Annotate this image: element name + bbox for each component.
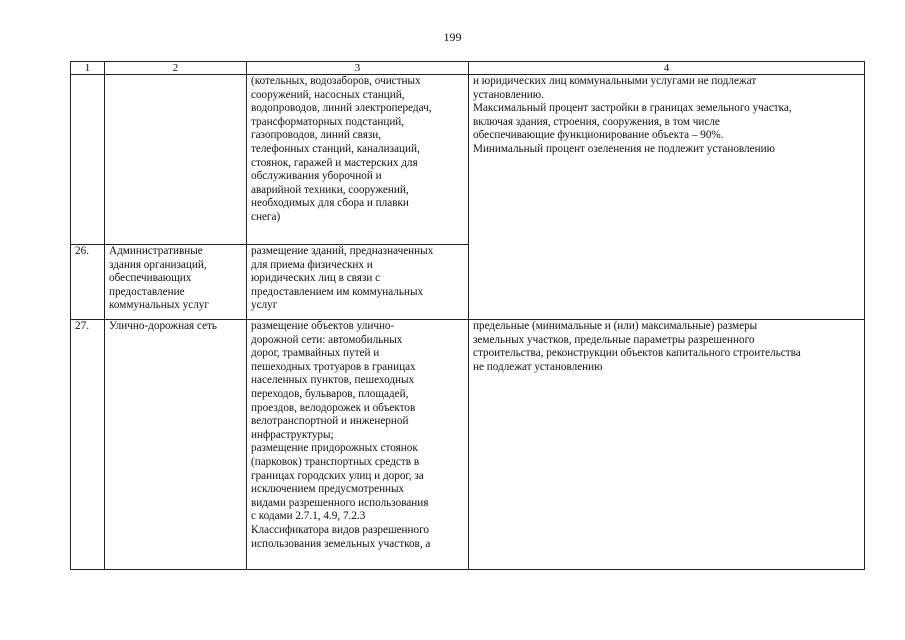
parameters-line: земельных участков, предельные параметры разрешенного xyxy=(473,333,755,346)
description-line: границах городских улиц и дорог, за xyxy=(251,469,424,482)
parameters-line: не подлежат установлению xyxy=(473,360,603,373)
use-name-line: Улично-дорожная сеть xyxy=(109,320,218,332)
description-cell xyxy=(247,245,469,320)
parameters-cell xyxy=(469,75,865,320)
page-number: 199 xyxy=(443,30,462,44)
table-row xyxy=(71,320,865,570)
description-line: стоянок, гаражей и мастерских для xyxy=(251,156,418,169)
description-line: телефонных станций, канализаций, xyxy=(251,142,420,155)
parameters-line: обеспечивающие функционирование объекта – 90%. xyxy=(473,129,724,142)
use-name-cell xyxy=(105,320,247,570)
use-name-line: предоставление xyxy=(109,285,185,298)
use-name-line: Административные xyxy=(109,245,203,257)
regulations-table xyxy=(70,61,865,570)
description-line: размещение объектов улично- xyxy=(251,320,395,332)
description-line: пешеходных тротуаров в границах xyxy=(251,360,416,373)
use-name-cell xyxy=(105,245,247,320)
parameters-line: включая здания, строения, сооружения, в том числе xyxy=(473,115,720,128)
description-line: сооружений, насосных станций, xyxy=(251,88,405,101)
description-cell xyxy=(247,75,469,245)
description-line: предоставлением им коммунальных xyxy=(251,285,424,298)
parameters-cell xyxy=(469,320,865,570)
table-row xyxy=(71,75,865,245)
description-line: использования земельных участков, а xyxy=(251,537,431,550)
description-line: проездов, велодорожек и объектов xyxy=(251,401,416,414)
description-line: водопроводов, линий электропередач, xyxy=(251,102,432,115)
header-cell: 3 xyxy=(247,62,469,75)
description-line: услуг xyxy=(251,299,278,312)
description-line: населенных пунктов, пешеходных xyxy=(251,374,415,387)
description-line: Классификатора видов разрешенного xyxy=(251,523,430,536)
description-cell xyxy=(247,320,469,570)
description-line: трансформаторных подстанций, xyxy=(251,115,405,128)
description-line: инфраструктуры; xyxy=(251,428,334,441)
description-line: переходов, бульваров, площадей, xyxy=(251,387,409,400)
table-header-row xyxy=(71,62,865,75)
description-line: размещение зданий, предназначенных xyxy=(251,245,434,257)
description-line: необходимых для сбора и плавки xyxy=(251,197,409,210)
header-cell: 2 xyxy=(105,62,247,75)
description-line: юридических лиц в связи с xyxy=(251,272,381,285)
header-cell: 1 xyxy=(71,62,105,75)
use-name-line: обеспечивающих xyxy=(109,272,192,285)
row-number-cell: 27. xyxy=(71,320,105,570)
description-line: дорог, трамвайных путей и xyxy=(251,347,380,360)
parameters-line: строительства, реконструкции объектов капитального строительства xyxy=(473,347,801,360)
description-line: снега) xyxy=(251,210,281,223)
use-name-line: здания организаций, xyxy=(109,258,207,271)
header-cell: 4 xyxy=(469,62,865,75)
row-number-cell xyxy=(71,75,105,245)
description-line: размещение придорожных стоянок xyxy=(251,442,418,455)
description-line: обслуживания уборочной и xyxy=(251,170,382,183)
row-number-cell: 26. xyxy=(71,245,105,320)
description-line: исключением предусмотренных xyxy=(251,483,405,496)
description-line: аварийной техники, сооружений, xyxy=(251,183,409,196)
description-line: видами разрешенного использования xyxy=(251,496,429,509)
parameters-line: Минимальный процент озеленения не подлежит установлению xyxy=(473,142,775,155)
description-line: газопроводов, линий связи, xyxy=(251,129,382,142)
description-line: для приема физических и xyxy=(251,258,373,271)
parameters-line: и юридических лиц коммунальными услугами не подлежат xyxy=(473,75,757,87)
description-line: (парковок) транспортных средств в xyxy=(251,455,420,468)
parameters-line: установлению. xyxy=(473,88,544,101)
use-name-cell xyxy=(105,75,247,245)
description-line: с кодами 2.7.1, 4.9, 7.2.3 xyxy=(251,510,366,523)
description-line: дорожной сети: автомобильных xyxy=(251,333,403,346)
description-line: (котельных, водозаборов, очистных xyxy=(251,75,421,87)
parameters-line: Максимальный процент застройки в границах земельного участка, xyxy=(473,102,792,115)
use-name-line: коммунальных услуг xyxy=(109,299,209,312)
description-line: велотранспортной и инженерной xyxy=(251,415,409,428)
parameters-line: предельные (минимальные и (или) максимальные) размеры xyxy=(473,320,758,332)
